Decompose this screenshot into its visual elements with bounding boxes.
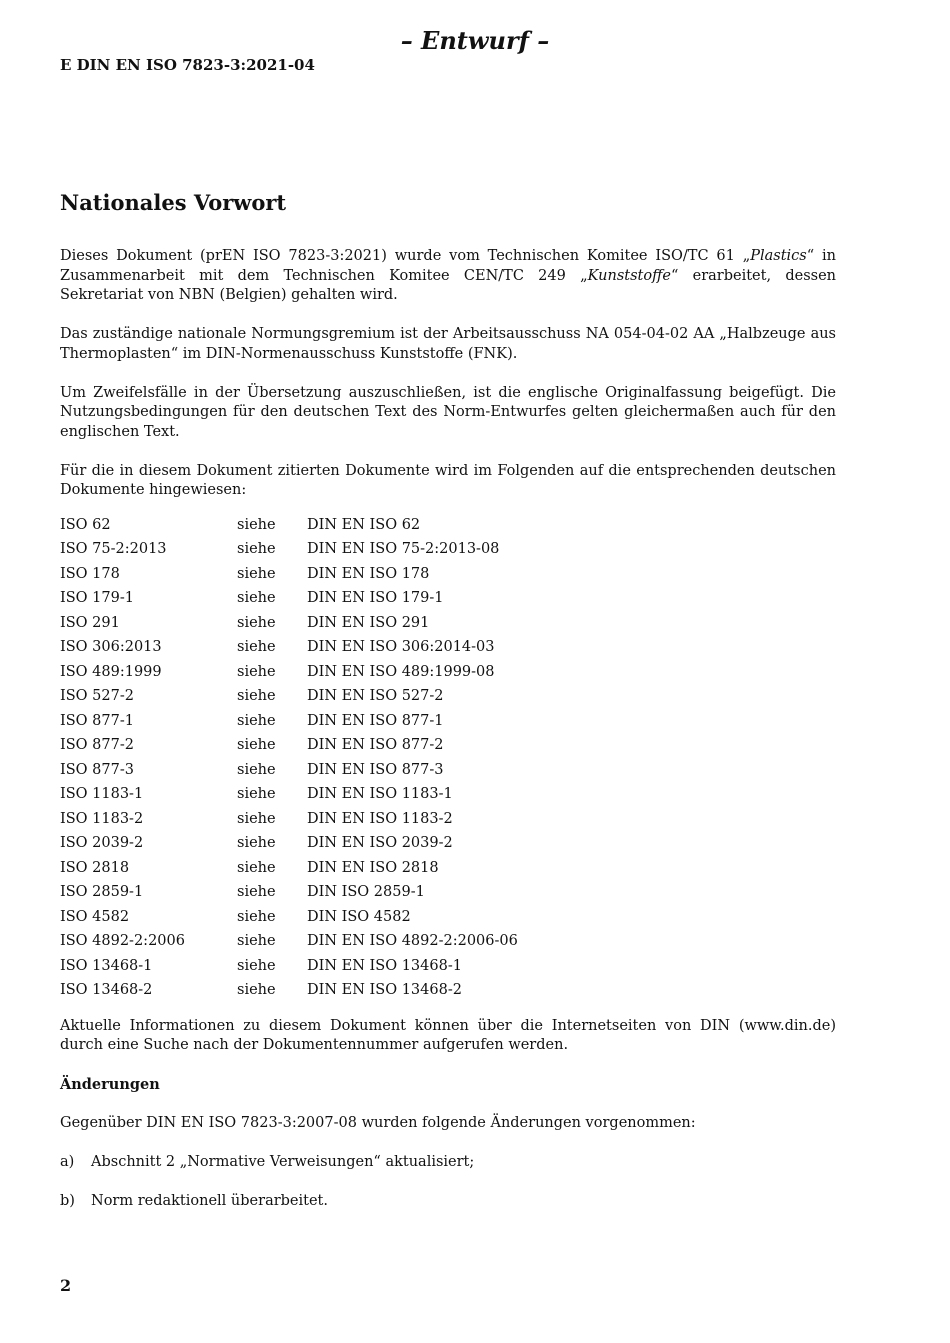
din-reference: DIN EN ISO 75-2:2013-08 <box>307 541 500 558</box>
table-row <box>60 709 518 734</box>
table-row <box>60 733 518 758</box>
din-reference: DIN EN ISO 306:2014-03 <box>307 639 495 656</box>
din-reference: DIN EN ISO 179-1 <box>307 590 444 607</box>
document-id: E DIN EN ISO 7823-3:2021-04 <box>60 56 315 74</box>
paragraph-online-info: Aktuelle Informationen zu diesem Dokument können über die Internetseiten von DIN (www.din.de) durch eine Suche nach der Dokumentennummer aufgerufen werden. <box>60 1017 836 1053</box>
iso-reference: ISO 1183-2 <box>60 810 144 827</box>
din-reference: DIN ISO 2859-1 <box>307 884 425 901</box>
din-reference: DIN EN ISO 2039-2 <box>307 835 453 852</box>
table-row <box>60 611 518 636</box>
iso-reference: ISO 306:2013 <box>60 639 162 656</box>
changes-heading: Änderungen <box>60 1076 160 1093</box>
see-label: siehe <box>237 884 276 901</box>
table-row <box>60 856 518 881</box>
iso-reference: ISO 877-1 <box>60 712 134 729</box>
din-reference: DIN EN ISO 13468-2 <box>307 982 462 999</box>
draft-watermark: – Entwurf – <box>400 26 550 55</box>
table-row <box>60 586 518 611</box>
din-reference: DIN EN ISO 2818 <box>307 859 439 876</box>
din-reference: DIN EN ISO 877-2 <box>307 737 444 754</box>
iso-reference: ISO 4582 <box>60 908 130 925</box>
din-reference: DIN EN ISO 877-1 <box>307 712 444 729</box>
changes-intro: Gegenüber DIN EN ISO 7823-3:2007-08 wurden folgende Änderungen vorgenommen: <box>60 1115 696 1131</box>
see-label: siehe <box>237 565 276 582</box>
see-label: siehe <box>237 639 276 656</box>
table-row <box>60 954 518 979</box>
din-reference: DIN EN ISO 1183-1 <box>307 786 453 803</box>
page-number: 2 <box>60 1276 72 1295</box>
see-label: siehe <box>237 590 276 607</box>
iso-reference: ISO 178 <box>60 565 120 582</box>
list-text: Norm redaktionell überarbeitet. <box>91 1193 328 1209</box>
iso-reference: ISO 62 <box>60 516 111 533</box>
see-label: siehe <box>237 663 276 680</box>
iso-reference: ISO 4892-2:2006 <box>60 933 185 950</box>
iso-reference: ISO 2818 <box>60 859 130 876</box>
change-item <box>60 1192 836 1212</box>
paragraph-references-intro: Für die in diesem Dokument zitierten Dokumente wird im Folgenden auf die entsprechenden deutschen Dokumente hingewiesen: <box>60 462 836 498</box>
see-label: siehe <box>237 933 276 950</box>
see-label: siehe <box>237 957 276 974</box>
italic-kunststoffe: Kunststoffe <box>587 267 671 284</box>
change-item <box>60 1153 836 1173</box>
see-label: siehe <box>237 810 276 827</box>
iso-reference: ISO 179-1 <box>60 590 134 607</box>
see-label: siehe <box>237 516 276 533</box>
table-row <box>60 782 518 807</box>
table-row <box>60 880 518 905</box>
iso-reference: ISO 489:1999 <box>60 663 162 680</box>
see-label: siehe <box>237 541 276 558</box>
table-row <box>60 513 518 538</box>
table-row <box>60 537 518 562</box>
din-reference: DIN EN ISO 13468-1 <box>307 957 462 974</box>
see-label: siehe <box>237 737 276 754</box>
table-row <box>60 831 518 856</box>
iso-reference: ISO 75-2:2013 <box>60 541 167 558</box>
din-reference: DIN ISO 4582 <box>307 908 411 925</box>
section-title: Nationales Vorwort <box>60 190 287 215</box>
table-row <box>60 635 518 660</box>
see-label: siehe <box>237 835 276 852</box>
iso-reference: ISO 13468-1 <box>60 957 153 974</box>
table-row <box>60 978 518 1003</box>
iso-reference: ISO 877-3 <box>60 761 134 778</box>
iso-reference: ISO 2859-1 <box>60 884 144 901</box>
din-reference: DIN EN ISO 291 <box>307 614 430 631</box>
reference-table <box>60 513 518 1003</box>
din-reference: DIN EN ISO 62 <box>307 516 421 533</box>
din-reference: DIN EN ISO 527-2 <box>307 688 444 705</box>
din-reference: DIN EN ISO 1183-2 <box>307 810 453 827</box>
list-marker: b) <box>60 1193 75 1209</box>
iso-reference: ISO 527-2 <box>60 688 134 705</box>
see-label: siehe <box>237 761 276 778</box>
table-row <box>60 758 518 783</box>
paragraph-committee: Dieses Dokument (prEN ISO 7823-3:2021) wurde vom Technischen Komitee ISO/TC 61 „Plastics“ in Zusammenarbeit mit dem Technischen Komitee CEN/TC 249 „Kunststoffe“ erarbeitet, dessen Sekretariat von NBN (Belgien) gehalten wird. <box>60 248 836 303</box>
table-row <box>60 905 518 930</box>
italic-plastics: Plastics <box>750 248 807 264</box>
list-marker: a) <box>60 1154 75 1170</box>
see-label: siehe <box>237 614 276 631</box>
iso-reference: ISO 1183-1 <box>60 786 144 803</box>
see-label: siehe <box>237 688 276 705</box>
din-reference: DIN EN ISO 489:1999-08 <box>307 663 495 680</box>
table-row <box>60 660 518 685</box>
iso-reference: ISO 877-2 <box>60 737 134 754</box>
see-label: siehe <box>237 908 276 925</box>
din-reference: DIN EN ISO 178 <box>307 565 430 582</box>
paragraph-translation: Um Zweifelsfälle in der Übersetzung auszuschließen, ist die englische Originalfassung beigefügt. Die Nutzungsbedingungen für den deutschen Text des Norm-Entwurfes gelten gleichermaßen auch für den englischen Text. <box>60 384 836 440</box>
iso-reference: ISO 13468-2 <box>60 982 153 999</box>
table-row <box>60 807 518 832</box>
see-label: siehe <box>237 786 276 803</box>
din-reference: DIN EN ISO 877-3 <box>307 761 444 778</box>
see-label: siehe <box>237 712 276 729</box>
see-label: siehe <box>237 982 276 999</box>
see-label: siehe <box>237 859 276 876</box>
table-row <box>60 562 518 587</box>
din-reference: DIN EN ISO 4892-2:2006-06 <box>307 933 518 950</box>
table-row <box>60 929 518 954</box>
iso-reference: ISO 2039-2 <box>60 835 144 852</box>
table-row <box>60 684 518 709</box>
iso-reference: ISO 291 <box>60 614 120 631</box>
paragraph-national-body: Das zuständige nationale Normungsgremium ist der Arbeitsausschuss NA 054-04-02 AA „Halbzeuge aus Thermoplasten“ im DIN-Normenausschuss Kunststoffe (FNK). <box>60 326 836 362</box>
page-content <box>60 188 836 1212</box>
list-text: Abschnitt 2 „Normative Verweisungen“ aktualisiert; <box>91 1154 475 1170</box>
